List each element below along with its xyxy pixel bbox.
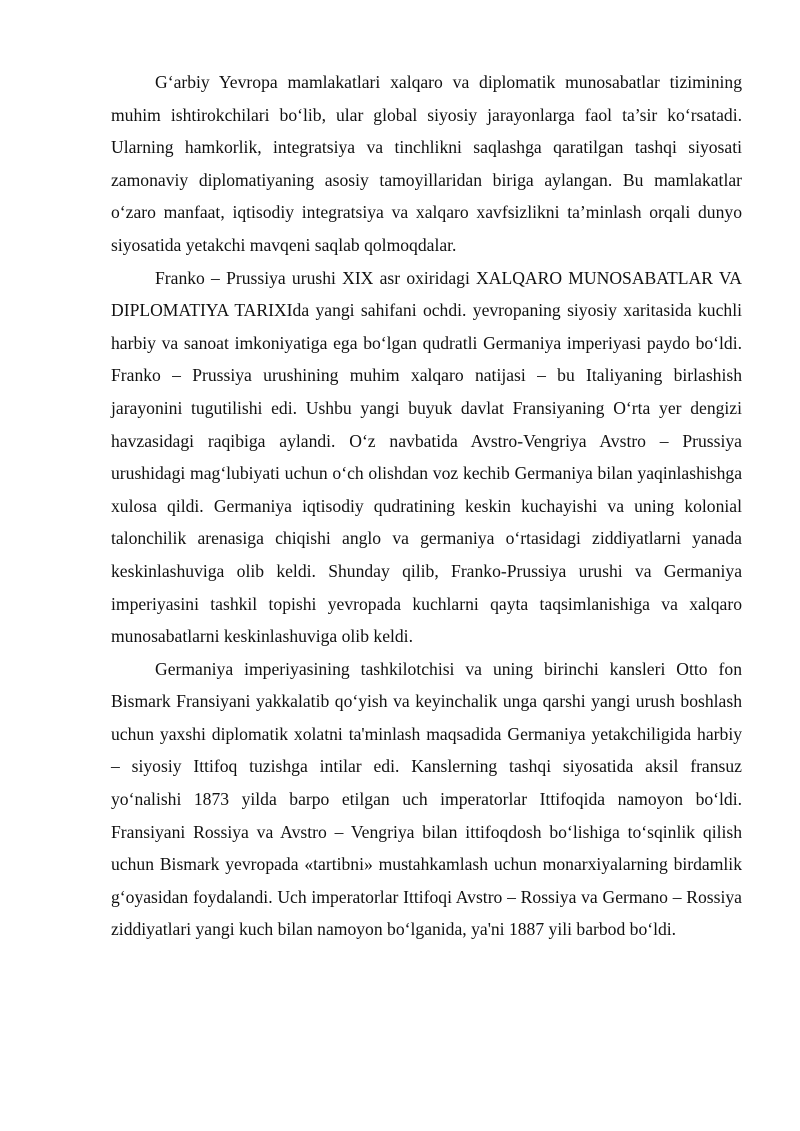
paragraph-franco-prussian-war: Franko – Prussiya urushi XIX asr oxiridagi XALQARO MUNOSABATLAR VA DIPLOMATIYA TARIXIda yangi sahifani ochdi. yevropaning siyosiy xaritasida kuchli harbiy va sanoat imkoniyatiga ega bo‘lgan qudratli Germaniya imperiyasi paydo bo‘ldi. Franko – Prussiya urushining muhim xalqaro natijasi – bu Italiyaning birlashish jarayonini tugutilishi edi. Ushbu yangi buyuk davlat Fransiyaning O‘rta yer dengizi havzasidagi raqibiga aylandi. O‘z navbatida Avstro-Vengriya Avstro – Prussiya urushidagi mag‘lubiyati uchun o‘ch olishdan voz kechib Germaniya bilan yaqinlashishga xulosa qildi. Germaniya iqtisodiy qudratining keskin kuchayishi va uning kolonial talonchilik arenasiga chiqishi anglo va germaniya o‘rtasidagi ziddiyatlarni yanada keskinlashuviga olib keldi. Shunday qilib, Franko-Prussiya urushi va Germaniya imperiyasini tashkil topishi yevropada kuchlarni qayta taqsimlanishiga va xalqaro munosabatlarni keskinlashuviga olib keldi. bbox=[111, 267, 742, 647]
document-body bbox=[111, 66, 742, 946]
paragraph-western-europe: G‘arbiy Yevropa mamlakatlari xalqaro va diplomatik munosabatlar tizimining muhim ishtirokchilari bo‘lib, ular global siyosiy jarayonlarga faol ta’sir ko‘rsatadi. Ularning hamkorlik, integratsiya va tinchlikni saqlashga qaratilgan tashqi siyosati zamonaviy diplomatiyaning asosiy tamoyillaridan biriga aylangan. Bu mamlakatlar o‘zaro manfaat, iqtisodiy integratsiya va xalqaro xavfsizlikni ta’minlash orqali dunyo siyosatida yetakchi mavqeni saqlab qolmoqdalar. bbox=[111, 72, 742, 255]
paragraph-bismarck-alliance: Germaniya imperiyasining tashkilotchisi va uning birinchi kansleri Otto fon Bismark Fransiyani yakkalatib qo‘yish va keyinchalik unga qarshi yangi urush boshlash uchun yaxshi diplomatik xolatni ta'minlash maqsadida Germaniya yetakchiligida harbiy – siyosiy Ittifoq tuzishga intilar edi. Kanslerning tashqi siyosatida aksil fransuz yo‘nalishi 1873 yilda barpo etilgan uch imperatorlar Ittifoqida namoyon bo‘ldi. Fransiyani Rossiya va Avstro – Vengriya bilan ittifoqdosh bo‘lishiga to‘sqinlik qilish uchun Bismark yevropada «tartibni» mustahkamlash uchun monarxiyalarning birdamlik g‘oyasidan foydalandi. Uch imperatorlar Ittifoqi Avstro – Rossiya va Germano – Rossiya ziddiyatlari yangi kuch bilan namoyon bo‘lganida, ya'ni 1887 yili barbod bo‘ldi. bbox=[111, 658, 742, 940]
